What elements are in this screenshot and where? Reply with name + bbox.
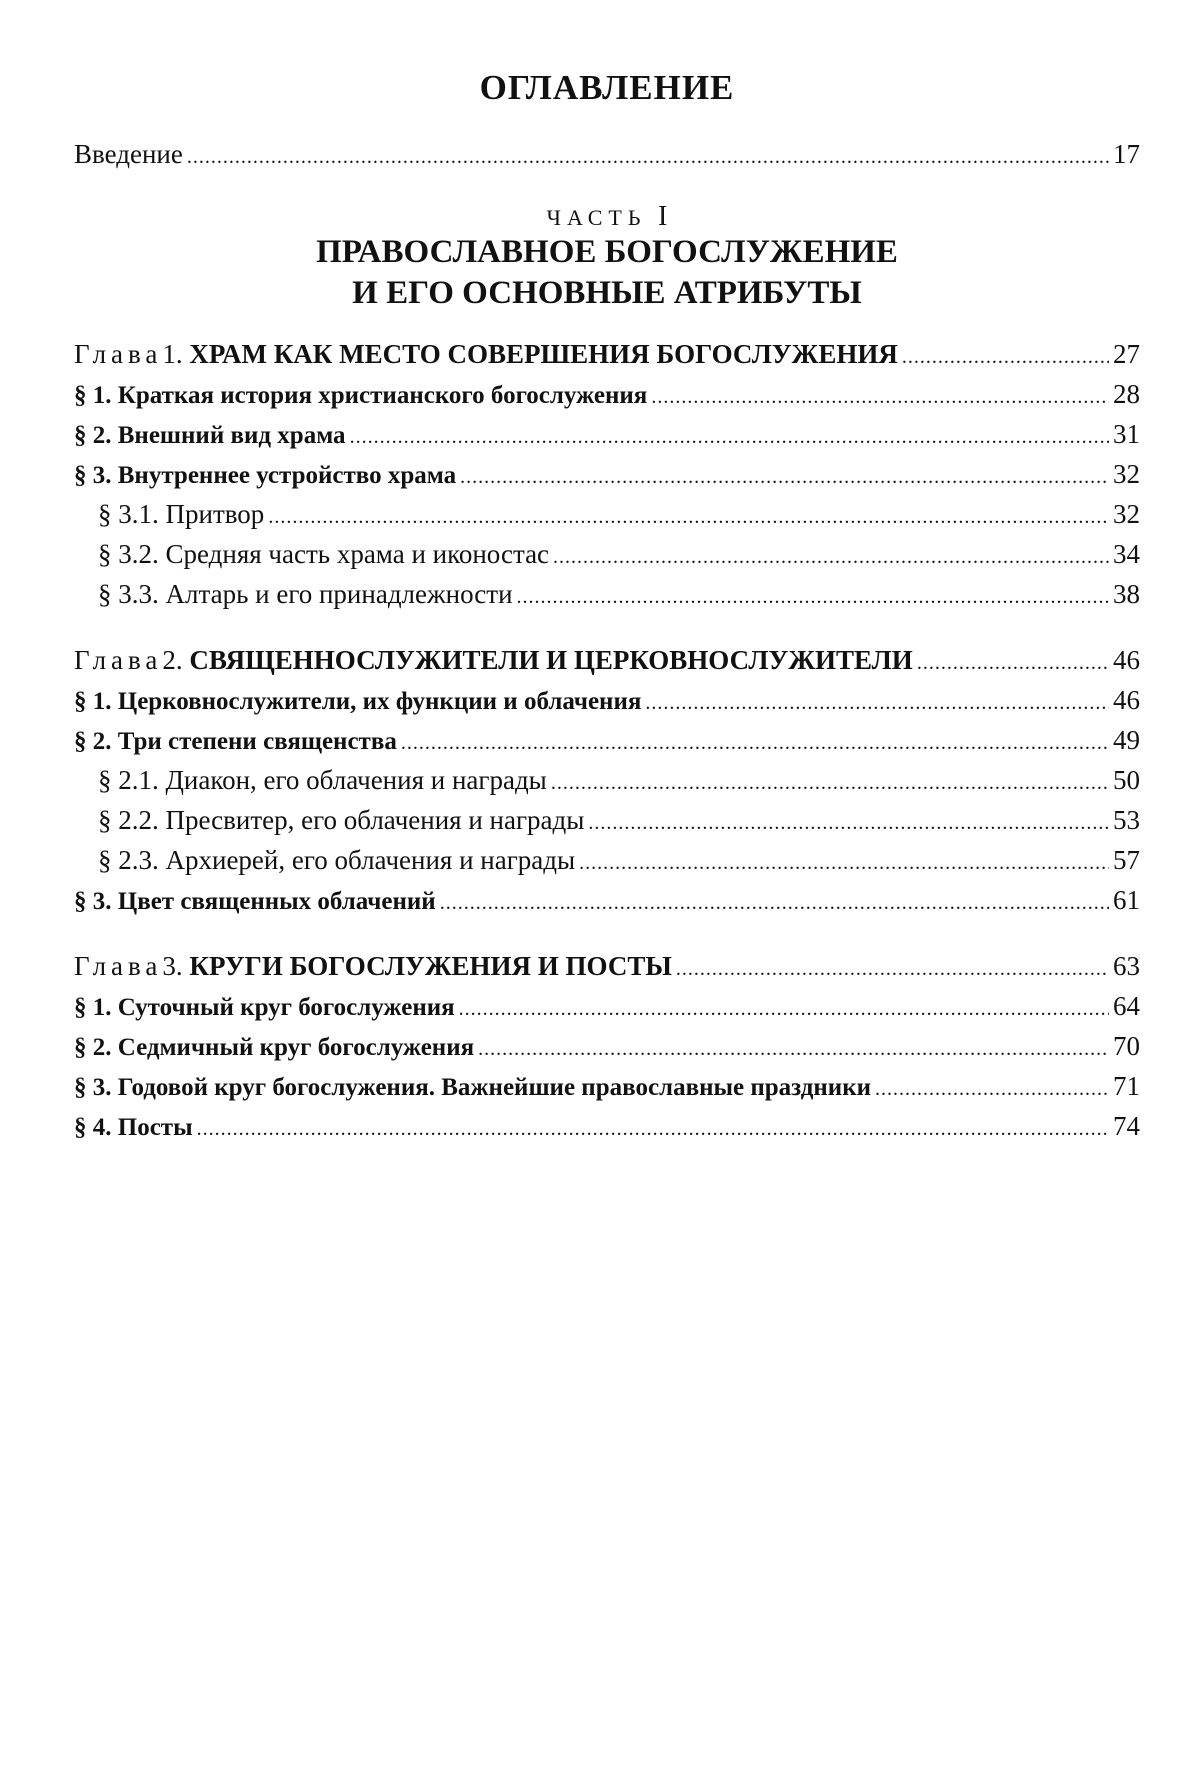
part-number: I (658, 201, 668, 232)
chapter-2 (74, 640, 1140, 920)
toc-entry-label: § 3.2. Средняя часть храма и иконостас (98, 539, 550, 569)
toc-entry-page: 74 (1113, 1111, 1140, 1141)
toc-entry-intro (74, 134, 1140, 174)
dot-leader (553, 534, 1109, 577)
toc-entry-page: 71 (1113, 1071, 1140, 1101)
chapter-heading (74, 640, 1140, 680)
dot-leader (579, 840, 1109, 883)
toc-entry-label: § 3.1. Притвор (98, 499, 265, 529)
toc-entry-page: 70 (1113, 1031, 1140, 1061)
chapter-label (74, 946, 672, 986)
toc-section (74, 680, 1140, 720)
toc-entry-page: 27 (1113, 339, 1140, 369)
dot-leader (459, 986, 1109, 1029)
dot-leader (917, 640, 1109, 683)
toc-entry-page: 63 (1113, 951, 1140, 981)
chapter-word: Глава (74, 645, 163, 675)
chapter-title: ХРАМ КАК МЕСТО СОВЕРШЕНИЯ БОГОСЛУЖЕНИЯ (189, 339, 898, 369)
toc-entry-label: § 2. Три степени священства (74, 728, 397, 755)
toc-entry-label: § 2. Седмичный круг богослужения (74, 1034, 475, 1061)
toc-section (74, 880, 1140, 920)
toc-section (74, 1026, 1140, 1066)
dot-leader (187, 134, 1109, 177)
toc-entry-label: § 3.3. Алтарь и его принадлежности (98, 579, 513, 609)
toc-subsection (74, 840, 1140, 880)
toc-entry-label: § 2.1. Диакон, его облачения и награды (98, 765, 547, 795)
table-of-contents-page (74, 60, 1140, 1146)
toc-section (74, 986, 1140, 1026)
dot-leader (440, 880, 1109, 923)
part-title-line-1: ПРАВОСЛАВНОЕ БОГОСЛУЖЕНИЕ (316, 234, 898, 270)
toc-entry-label: § 2.2. Пресвитер, его облачения и награды (98, 805, 585, 835)
dot-leader (645, 680, 1109, 723)
dot-leader (902, 334, 1109, 377)
chapter-1 (74, 334, 1140, 614)
dot-leader (401, 720, 1109, 763)
toc-entry-page: 53 (1113, 805, 1140, 835)
dot-leader (875, 1066, 1109, 1109)
toc-entry-label: § 1. Суточный круг богослужения (74, 994, 455, 1021)
toc-subsection (74, 534, 1140, 574)
toc-entry-page: 49 (1113, 725, 1140, 755)
toc-entry-page: 32 (1113, 499, 1140, 529)
toc-section (74, 454, 1140, 494)
toc-entry-page: 38 (1113, 579, 1140, 609)
dot-leader (588, 800, 1109, 843)
toc-entry-label: § 1. Церковнослужители, их функции и облачения (74, 688, 642, 715)
toc-entry-label: § 3. Цвет священных облачений (74, 888, 436, 915)
dot-leader (551, 760, 1109, 803)
chapter-heading (74, 334, 1140, 374)
toc-entry-label: § 2.3. Архиерей, его облачения и награды (98, 845, 576, 875)
chapter-word: Глава (74, 951, 163, 981)
chapter-title: СВЯЩЕННОСЛУЖИТЕЛИ И ЦЕРКОВНОСЛУЖИТЕЛИ (189, 645, 913, 675)
dot-leader (651, 374, 1109, 417)
toc-entry-page: 17 (1113, 139, 1140, 169)
toc-entry-label: § 4. Посты (74, 1114, 193, 1141)
toc-entry-page: 34 (1113, 539, 1140, 569)
part-label (74, 202, 1140, 232)
chapter-title: КРУГИ БОГОСЛУЖЕНИЯ И ПОСТЫ (189, 951, 672, 981)
chapter-label (74, 640, 913, 680)
toc-entry-label: § 3. Годовой круг богослужения. Важнейшие православные праздники (74, 1074, 872, 1101)
toc-entry-page: 46 (1113, 645, 1140, 675)
part-heading (74, 202, 1140, 314)
toc-entry-label: § 3. Внутреннее устройство храма (74, 462, 457, 489)
toc-entry-page: 32 (1113, 459, 1140, 489)
toc-section (74, 414, 1140, 454)
dot-leader (460, 454, 1109, 497)
chapter-number: 2. (162, 645, 183, 675)
toc-entry-page: 46 (1113, 685, 1140, 715)
toc-entry-page: 64 (1113, 991, 1140, 1021)
part-title-line-2: И ЕГО ОСНОВНЫЕ АТРИБУТЫ (352, 275, 862, 311)
dot-leader (478, 1026, 1109, 1069)
toc-section (74, 720, 1140, 760)
toc-subsection (74, 494, 1140, 534)
dot-leader (517, 574, 1109, 617)
dot-leader (350, 414, 1109, 457)
toc-subsection (74, 574, 1140, 614)
chapter-word: Глава (74, 339, 163, 369)
part-word: ЧАСТЬ (546, 205, 647, 230)
toc-entry-page: 50 (1113, 765, 1140, 795)
toc-entry-label: § 1. Краткая история христианского богослужения (74, 382, 648, 409)
dot-leader (676, 946, 1109, 989)
toc-entry-label: Введение (74, 139, 183, 169)
toc-section (74, 374, 1140, 414)
toc-subsection (74, 760, 1140, 800)
dot-leader (268, 494, 1109, 537)
toc-section (74, 1066, 1140, 1106)
chapter-3 (74, 946, 1140, 1146)
toc-entry-page: 61 (1113, 885, 1140, 915)
chapter-number: 1. (162, 339, 183, 369)
toc-subsection (74, 800, 1140, 840)
toc-entry-label: § 2. Внешний вид храма (74, 422, 346, 449)
page-title: ОГЛАВЛЕНИЕ (479, 68, 735, 107)
chapter-label (74, 334, 898, 374)
toc-entry-page: 57 (1113, 845, 1140, 875)
toc-section (74, 1106, 1140, 1146)
toc-entry-page: 28 (1113, 379, 1140, 409)
dot-leader (197, 1106, 1109, 1149)
toc-entry-page: 31 (1113, 419, 1140, 449)
chapter-heading (74, 946, 1140, 986)
chapter-number: 3. (162, 951, 183, 981)
